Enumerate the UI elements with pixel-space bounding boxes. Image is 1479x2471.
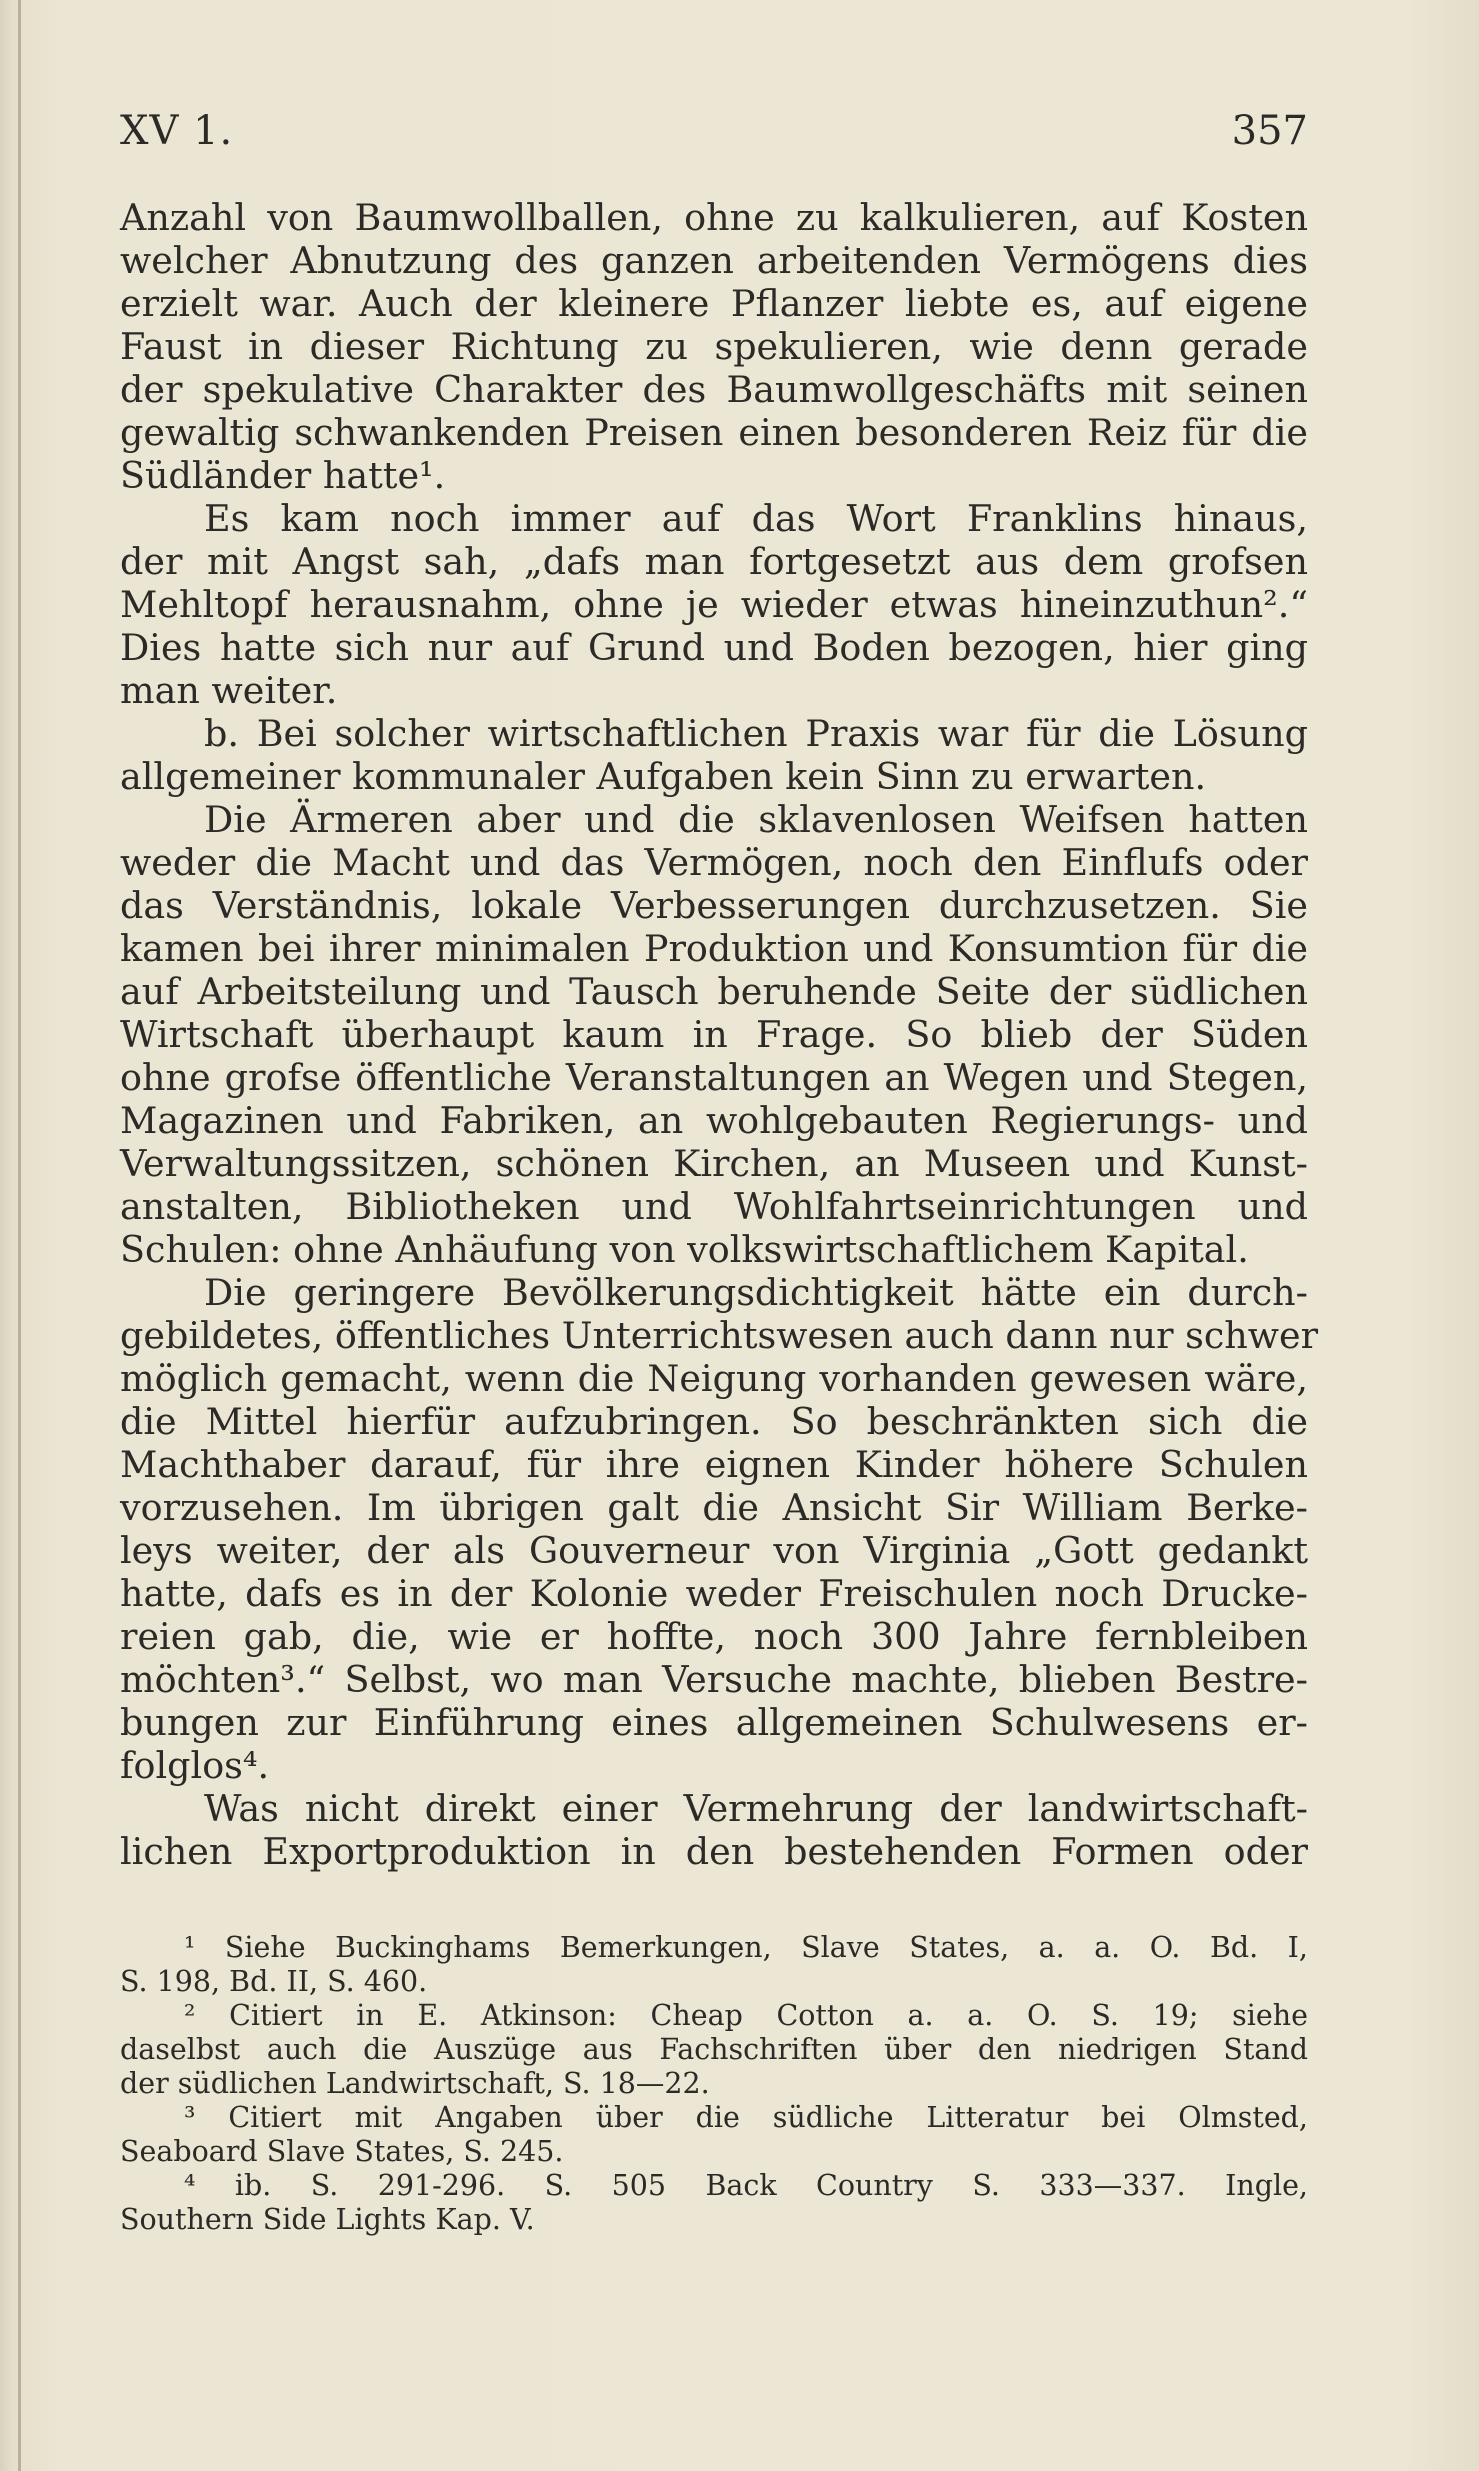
text-line: b. Bei solcher wirtschaftlichen Praxis war für die Lösung <box>204 712 1308 755</box>
text-line: anstalten, Bibliotheken und Wohlfahrtseinrichtungen und <box>120 1185 1308 1228</box>
text-line: möchten³.“ Selbst, wo man Versuche machte, blieben Bestre- <box>120 1658 1308 1701</box>
footnote-line: Southern Side Lights Kap. V. <box>120 2203 535 2236</box>
footnote-line: daselbst auch die Auszüge aus Fachschriften über den niedrigen Stand <box>120 2033 1308 2066</box>
text-line: die Mittel hierfür aufzubringen. So beschränkten sich die <box>120 1400 1308 1443</box>
text-line: ohne grofse öffentliche Veranstaltungen an Wegen und Stegen, <box>120 1056 1308 1099</box>
footnote-line: ¹ Siehe Buckinghams Bemerkungen, Slave States, a. a. O. Bd. I, <box>184 1931 1308 1964</box>
text-line: folglos⁴. <box>120 1744 270 1787</box>
text-line: Südländer hatte¹. <box>120 454 446 497</box>
footnote-line: ³ Citiert mit Angaben über die südliche Litteratur bei Olmsted, <box>184 2101 1308 2134</box>
text-line: welcher Abnutzung des ganzen arbeitenden Vermögens dies <box>120 239 1308 282</box>
text-line: kamen bei ihrer minimalen Produktion und Konsumtion für die <box>120 927 1308 970</box>
text-line: lichen Exportproduktion in den bestehenden Formen oder <box>120 1830 1308 1873</box>
text-line: Es kam noch immer auf das Wort Franklins hinaus, <box>204 497 1308 540</box>
text-line: das Verständnis, lokale Verbesserungen durchzusetzen. Sie <box>120 884 1308 927</box>
text-line: vorzusehen. Im übrigen galt die Ansicht Sir William Berke- <box>120 1486 1308 1529</box>
footnotes <box>120 1931 1308 2237</box>
text-line: Wirtschaft überhaupt kaum in Frage. So blieb der Süden <box>120 1013 1308 1056</box>
page-edge <box>18 0 21 2471</box>
text-line: gebildetes, öffentliches Unterrichtswesen auch dann nur schwer <box>120 1314 1319 1357</box>
text-line: der spekulative Charakter des Baumwollgeschäfts mit seinen <box>120 368 1308 411</box>
text-line: Machthaber darauf, für ihre eignen Kinder höhere Schulen <box>120 1443 1308 1486</box>
footnote-line: ² Citiert in E. Atkinson: Cheap Cotton a. a. O. S. 19; siehe <box>184 1999 1308 2032</box>
text-line: Dies hatte sich nur auf Grund und Boden bezogen, hier ging <box>120 626 1308 669</box>
running-head: XV 1. <box>120 108 234 154</box>
text-line: Schulen: ohne Anhäufung von volkswirtschaftlichem Kapital. <box>120 1228 1249 1271</box>
text-line: der mit Angst sah, „dafs man fortgesetzt aus dem grofsen <box>120 540 1308 583</box>
text-line: auf Arbeitsteilung und Tausch beruhende Seite der südlichen <box>120 970 1308 1013</box>
text-line: weder die Macht und das Vermögen, noch den Einflufs oder <box>120 841 1308 884</box>
text-line: Die geringere Bevölkerungsdichtigkeit hätte ein durch- <box>204 1271 1308 1314</box>
text-line: man weiter. <box>120 669 338 712</box>
text-line: Die Ärmeren aber und die sklavenlosen Weifsen hatten <box>204 798 1308 841</box>
page-header <box>120 108 1308 168</box>
text-line: leys weiter, der als Gouverneur von Virginia „Gott gedankt <box>120 1529 1308 1572</box>
page-number: 357 <box>1231 108 1308 154</box>
text-line: reien gab, die, wie er hoffte, noch 300 Jahre fernbleiben <box>120 1615 1308 1658</box>
text-line: Was nicht direkt einer Vermehrung der landwirtschaft- <box>204 1787 1308 1830</box>
footnote-line: ⁴ ib. S. 291‑296. S. 505 Back Country S. 333—337. Ingle, <box>184 2169 1308 2202</box>
text-line: erzielt war. Auch der kleinere Pflanzer liebte es, auf eigene <box>120 282 1308 325</box>
text-line: allgemeiner kommunaler Aufgaben kein Sinn zu erwarten. <box>120 755 1207 798</box>
text-line: Magazinen und Fabriken, an wohlgebauten Regierungs- und <box>120 1099 1308 1142</box>
text-line: möglich gemacht, wenn die Neigung vorhanden gewesen wäre, <box>120 1357 1308 1400</box>
text-line: Mehltopf herausnahm, ohne je wieder etwas hineinzuthun².“ <box>120 583 1308 626</box>
footnote-line: der südlichen Landwirtschaft, S. 18—22. <box>120 2067 710 2100</box>
text-line: bungen zur Einführung eines allgemeinen Schulwesens er- <box>120 1701 1308 1744</box>
text-line: Faust in dieser Richtung zu spekulieren, wie denn gerade <box>120 325 1308 368</box>
footnote-line: Seaboard Slave States, S. 245. <box>120 2135 564 2168</box>
text-line: hatte, dafs es in der Kolonie weder Freischulen noch Drucke- <box>120 1572 1308 1615</box>
body-text <box>120 196 1319 1873</box>
footnote-line: S. 198, Bd. II, S. 460. <box>120 1965 428 1998</box>
text-line: Verwaltungssitzen, schönen Kirchen, an Museen und Kunst- <box>120 1142 1308 1185</box>
text-line: gewaltig schwankenden Preisen einen besonderen Reiz für die <box>120 411 1308 454</box>
text-line: Anzahl von Baumwollballen, ohne zu kalkulieren, auf Kosten <box>120 196 1308 239</box>
